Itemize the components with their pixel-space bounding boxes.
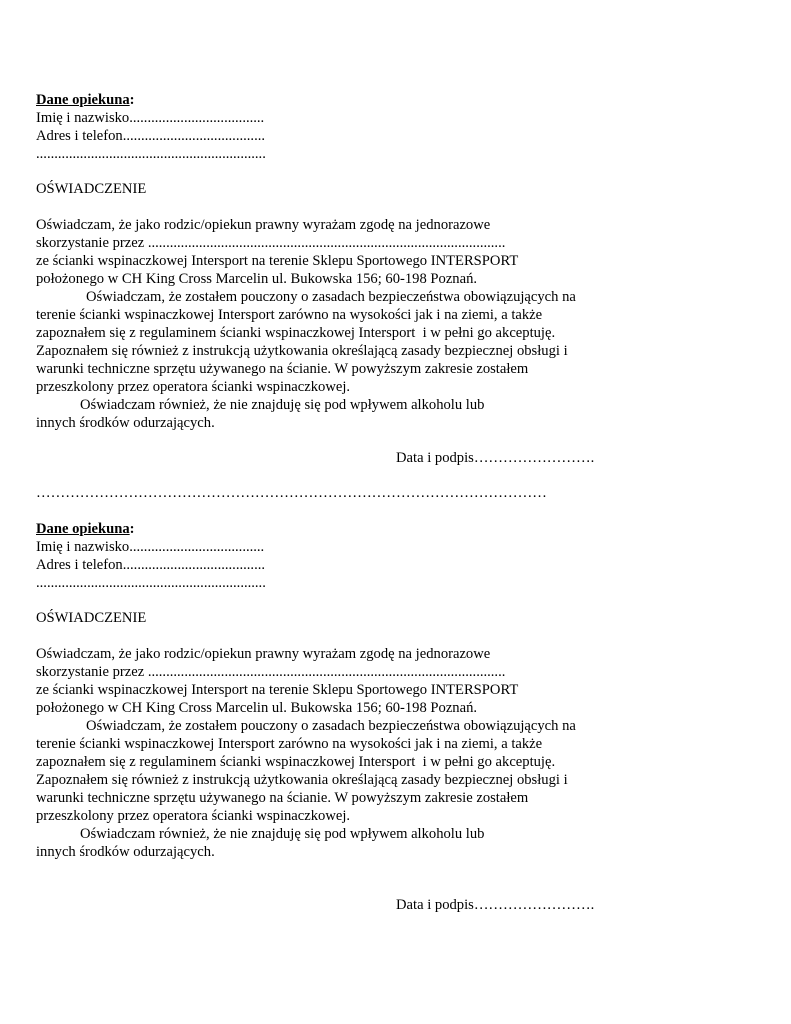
- consent-text-line: Oświadczam, że jako rodzic/opiekun prawny wyrażam zgodę na jednorazowe: [36, 646, 491, 662]
- safety-text-line: warunki techniczne sprzętu używanego na ścianie. W powyższym zakresie zostałem: [36, 790, 529, 806]
- guardian-heading-text: Dane opiekuna: [36, 92, 130, 108]
- safety-text-line: Zapoznałem się również z instrukcją użytkowania określającą zasady bezpiecznej obsługi i: [36, 772, 568, 788]
- guardian-extra-line: ...............................................................: [36, 575, 266, 591]
- guardian-heading: [36, 91, 135, 109]
- date-signature-line: Data i podpis…………………….: [396, 897, 595, 913]
- date-signature-line: Data i podpis…………………….: [396, 450, 595, 466]
- safety-text-line: terenie ścianki wspinaczkowej Intersport zarówno na wysokości jak i na ziemi, a także: [36, 307, 543, 323]
- safety-text-line: zapoznałem się z regulaminem ścianki wspinaczkowej Intersport i w pełni go akceptuję.: [36, 325, 556, 341]
- guardian-heading: [36, 520, 135, 538]
- declaration-title: OŚWIADCZENIE: [36, 610, 147, 626]
- guardian-heading-text: Dane opiekuna: [36, 521, 130, 537]
- consent-text-line: ze ścianki wspinaczkowej Intersport na terenie Sklepu Sportowego INTERSPORT: [36, 682, 519, 698]
- safety-text-line: zapoznałem się z regulaminem ścianki wspinaczkowej Intersport i w pełni go akceptuję.: [36, 754, 556, 770]
- guardian-name-line: Imię i nazwisko.....................................: [36, 110, 265, 126]
- safety-text-line: Zapoznałem się również z instrukcją użytkowania określającą zasady bezpiecznej obsługi i: [36, 343, 568, 359]
- cut-separator-line: ……………………………………………………………………………………………: [36, 485, 547, 501]
- sobriety-text-line: innych środków odurzających.: [36, 415, 215, 431]
- safety-text-line: warunki techniczne sprzętu używanego na ścianie. W powyższym zakresie zostałem: [36, 361, 529, 377]
- guardian-address-line: Adres i telefon.......................................: [36, 557, 266, 573]
- safety-text-line: przeszkolony przez operatora ścianki wspinaczkowej.: [36, 379, 351, 395]
- consent-text-line: Oświadczam, że jako rodzic/opiekun prawny wyrażam zgodę na jednorazowe: [36, 217, 491, 233]
- safety-text-line: Oświadczam, że zostałem pouczony o zasadach bezpieczeństwa obowiązujących na: [86, 718, 576, 734]
- sobriety-text-line: Oświadczam również, że nie znajduję się pod wpływem alkoholu lub: [80, 397, 485, 413]
- guardian-name-line: Imię i nazwisko.....................................: [36, 539, 265, 555]
- consent-text-line: ze ścianki wspinaczkowej Intersport na terenie Sklepu Sportowego INTERSPORT: [36, 253, 519, 269]
- consent-text-line: położonego w CH King Cross Marcelin ul. Bukowska 156; 60-198 Poznań.: [36, 700, 478, 716]
- consent-text-line: skorzystanie przez ..................................................................................................: [36, 664, 506, 680]
- safety-text-line: Oświadczam, że zostałem pouczony o zasadach bezpieczeństwa obowiązujących na: [86, 289, 576, 305]
- sobriety-text-line: Oświadczam również, że nie znajduję się pod wpływem alkoholu lub: [80, 826, 485, 842]
- guardian-heading-colon: :: [129, 521, 135, 537]
- guardian-extra-line: ...............................................................: [36, 146, 266, 162]
- safety-text-line: terenie ścianki wspinaczkowej Intersport zarówno na wysokości jak i na ziemi, a także: [36, 736, 543, 752]
- consent-text-line: skorzystanie przez ..................................................................................................: [36, 235, 506, 251]
- sobriety-text-line: innych środków odurzających.: [36, 844, 215, 860]
- guardian-address-line: Adres i telefon.......................................: [36, 128, 266, 144]
- consent-text-line: położonego w CH King Cross Marcelin ul. Bukowska 156; 60-198 Poznań.: [36, 271, 478, 287]
- guardian-heading-colon: :: [129, 92, 135, 108]
- safety-text-line: przeszkolony przez operatora ścianki wspinaczkowej.: [36, 808, 351, 824]
- declaration-title: OŚWIADCZENIE: [36, 181, 147, 197]
